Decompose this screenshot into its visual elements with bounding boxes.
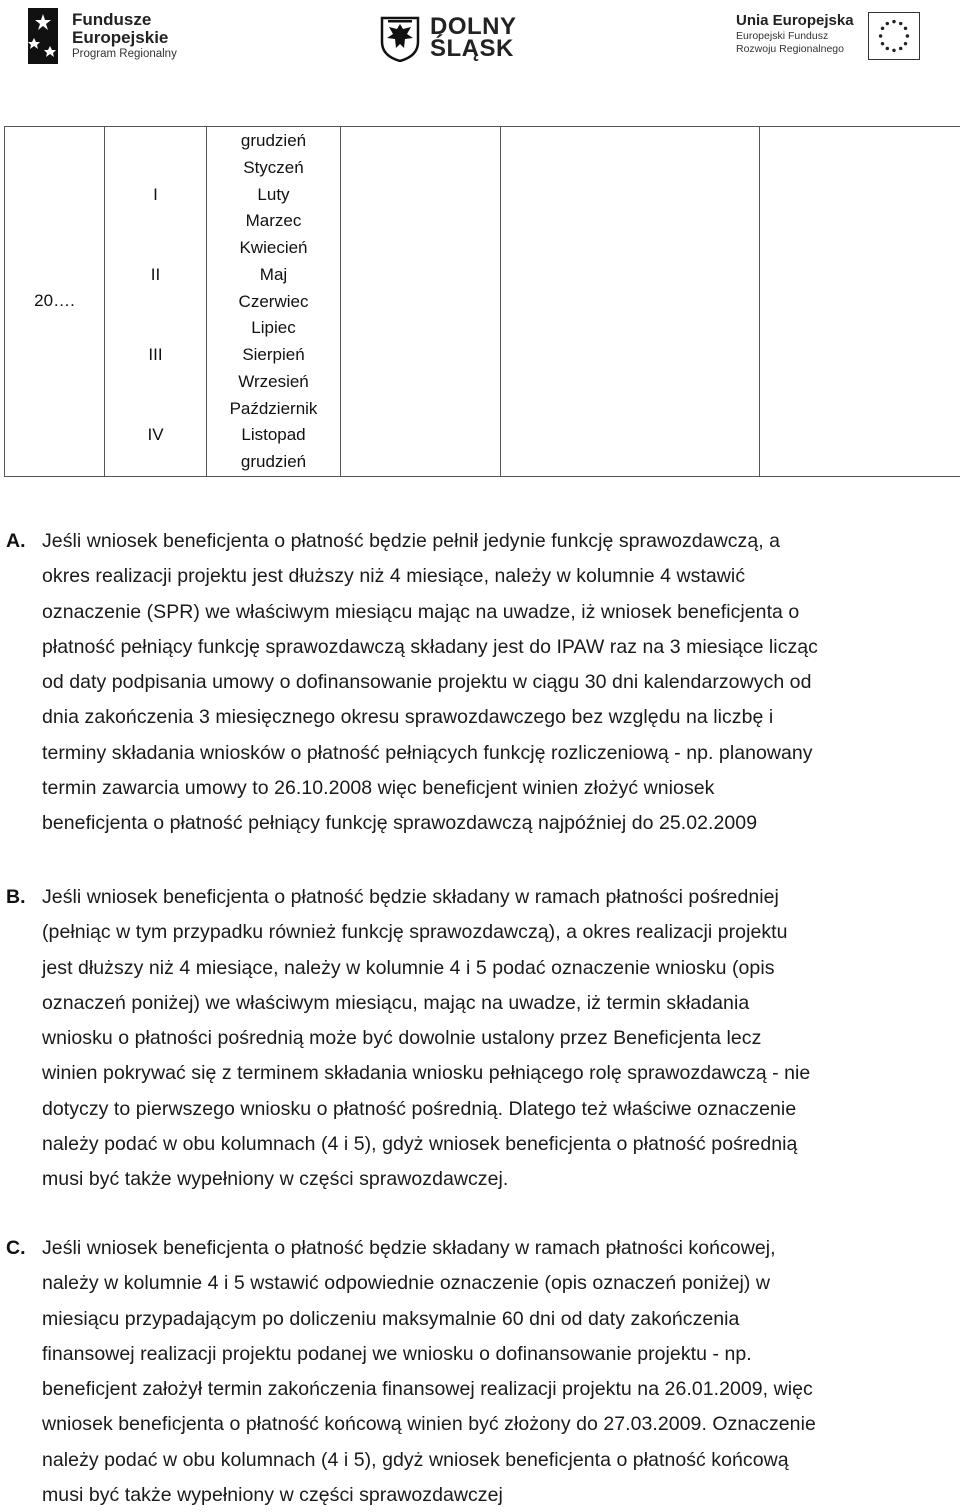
text-line: Jeśli wniosek beneficjenta o płatność będzie pełnił jedynie funkcję sprawozdawczą, a <box>42 530 781 552</box>
section-a-text <box>42 524 958 842</box>
text-line: oznaczenie (SPR) we właściwym miesiącu mając na uwadze, iż wniosek beneficjenta o <box>42 600 800 623</box>
year-cell <box>5 127 105 477</box>
dolny-slask-logo <box>380 12 517 64</box>
schedule-table <box>4 126 960 477</box>
ds-logo-line2: ŚLĄSK <box>430 35 514 62</box>
fundusze-europejskie-logo <box>28 6 177 66</box>
text-line: Jeśli wniosek beneficjenta o płatność będzie składany w ramach płatności końcowej, <box>42 1237 776 1259</box>
text-line: dnia zakończenia 3 miesięcznego okresu sprawozdawczego bez względu na liczbę i <box>42 706 774 729</box>
month-item: Styczeń <box>243 157 304 177</box>
section-a-label: A. <box>6 530 26 552</box>
ue-logo-line1: Unia Europejska <box>736 12 854 29</box>
month-item: Kwiecień <box>239 238 308 257</box>
months-cell <box>207 127 341 477</box>
section-b <box>6 880 958 1198</box>
text-line: miesiącu przypadającym po doliczeniu maksymalnie 60 dni od daty zakończenia <box>42 1307 740 1330</box>
text-line: jest dłuższy niż 4 miesiące, należy w kolumnie 4 i 5 podać oznaczenie wniosku (opis <box>42 956 775 979</box>
text-line: beneficjent założył termin zakończenia finansowej realizacji projektu na 26.01.2009, więc <box>42 1378 813 1401</box>
month-item: Listopad <box>241 425 306 445</box>
text-line: dotyczy to pierwszego wniosku o płatność pośrednią. Dlatego też właściwe oznaczenie <box>42 1097 797 1120</box>
ds-logo-line1: DOLNY <box>430 13 517 40</box>
section-c-label: C. <box>6 1237 26 1259</box>
text-line: terminy składania wniosków o płatność pełniących funkcję rozliczeniową - np. planowany <box>42 741 813 764</box>
text-line: termin zawarcia umowy to 26.10.2008 więc beneficjent winien złożyć wniosek <box>42 777 715 800</box>
month-item: Sierpień <box>242 345 305 364</box>
text-line: wniosku o płatności pośrednią może być dowolnie ustalony przez Beneficjenta lecz <box>42 1027 762 1050</box>
eagle-coat-of-arms-icon <box>380 14 420 62</box>
section-b-text <box>42 880 958 1198</box>
text-line: płatność pełniący funkcję sprawozdawczą składany jest do IPAW raz na 3 miesiące licząc <box>42 635 818 658</box>
month-item: grudzień <box>240 452 307 471</box>
eu-flag-icon <box>868 12 920 60</box>
text-line: okres realizacji projektu jest dłuższy niż 4 miesiące, należy w kolumnie 4 wstawić <box>42 565 746 588</box>
section-a <box>6 524 958 842</box>
text-line: od daty podpisania umowy o dofinansowanie projektu w ciągu 30 dni kalendarzowych od <box>42 671 812 694</box>
text-line: beneficjenta o płatność pełniący funkcję sprawozdawczą najpóźniej do 25.02.2009 <box>42 812 758 835</box>
month-item: Czerwiec <box>238 291 309 311</box>
text-line: należy w kolumnie 4 i 5 wstawić odpowiednie oznaczenie (opis oznaczeń poniżej) w <box>42 1272 771 1295</box>
text-line: musi być także wypełniony w części sprawozdawczej <box>42 1484 503 1507</box>
quarter-list <box>105 128 206 476</box>
quarter-item: II <box>150 264 161 284</box>
page-header <box>0 0 960 80</box>
empty-cell-col5 <box>501 127 760 477</box>
text-line: finansowej realizacji projektu podanej we wniosku o dofinansowanie projektu - np. <box>42 1342 752 1365</box>
month-item: Lipiec <box>251 318 296 338</box>
text-line: winien pokrywać się z terminem składania wniosku pełniącego rolę sprawozdawczą - nie <box>42 1062 811 1085</box>
text-line: wniosek beneficjenta o płatność końcową winien być złożony do 27.03.2009. Oznaczenie <box>42 1413 816 1436</box>
quarter-cell <box>105 127 207 477</box>
text-line: należy podać w obu kolumnach (4 i 5), gdyż wniosek beneficjenta o płatność pośrednią <box>42 1133 798 1156</box>
text-line: (pełniąc w tym przypadku również funkcję sprawozdawczą), a okres realizacji projektu <box>42 921 788 944</box>
unia-europejska-logo <box>736 12 920 64</box>
quarter-item: IV <box>147 425 164 444</box>
text-line: należy podać w obu kolumnach (4 i 5), gdyż wniosek beneficjenta o płatność końcową <box>42 1448 789 1471</box>
section-b-label: B. <box>6 886 26 908</box>
year-value: 20…. <box>34 291 75 311</box>
text-line: oznaczeń poniżej) we właściwym miesiącu, mając na uwadze, iż termin składania <box>42 991 750 1014</box>
quarter-item: I <box>153 184 158 204</box>
unia-europejska-text <box>736 12 854 56</box>
month-list <box>207 127 340 476</box>
month-item: grudzień <box>240 131 307 150</box>
empty-cell-col6 <box>760 127 960 477</box>
text-line: Jeśli wniosek beneficjenta o płatność będzie składany w ramach płatności pośredniej <box>42 886 779 908</box>
month-item: Październik <box>229 398 318 418</box>
fundusze-europejskie-emblem-icon <box>28 8 58 64</box>
section-c-text <box>42 1231 958 1512</box>
ue-logo-line2: Europejski Fundusz <box>736 30 829 42</box>
dolny-slask-text <box>430 13 517 62</box>
fe-logo-line2: Europejskie <box>72 27 169 47</box>
quarter-item: III <box>148 344 163 364</box>
month-item: Marzec <box>245 211 302 231</box>
ue-logo-line3: Rozwoju Regionalnego <box>736 43 844 55</box>
empty-cell-col4 <box>341 127 501 477</box>
fe-logo-line1: Fundusze <box>72 9 152 29</box>
fe-logo-line3: Program Regionalny <box>72 47 177 60</box>
month-item: Luty <box>257 184 290 204</box>
fundusze-europejskie-text <box>72 11 177 62</box>
month-item: Maj <box>259 264 288 284</box>
section-c <box>6 1231 958 1512</box>
table-row <box>5 127 960 477</box>
month-item: Wrzesień <box>238 371 309 391</box>
text-line: musi być także wypełniony w części sprawozdawczej. <box>42 1168 509 1191</box>
